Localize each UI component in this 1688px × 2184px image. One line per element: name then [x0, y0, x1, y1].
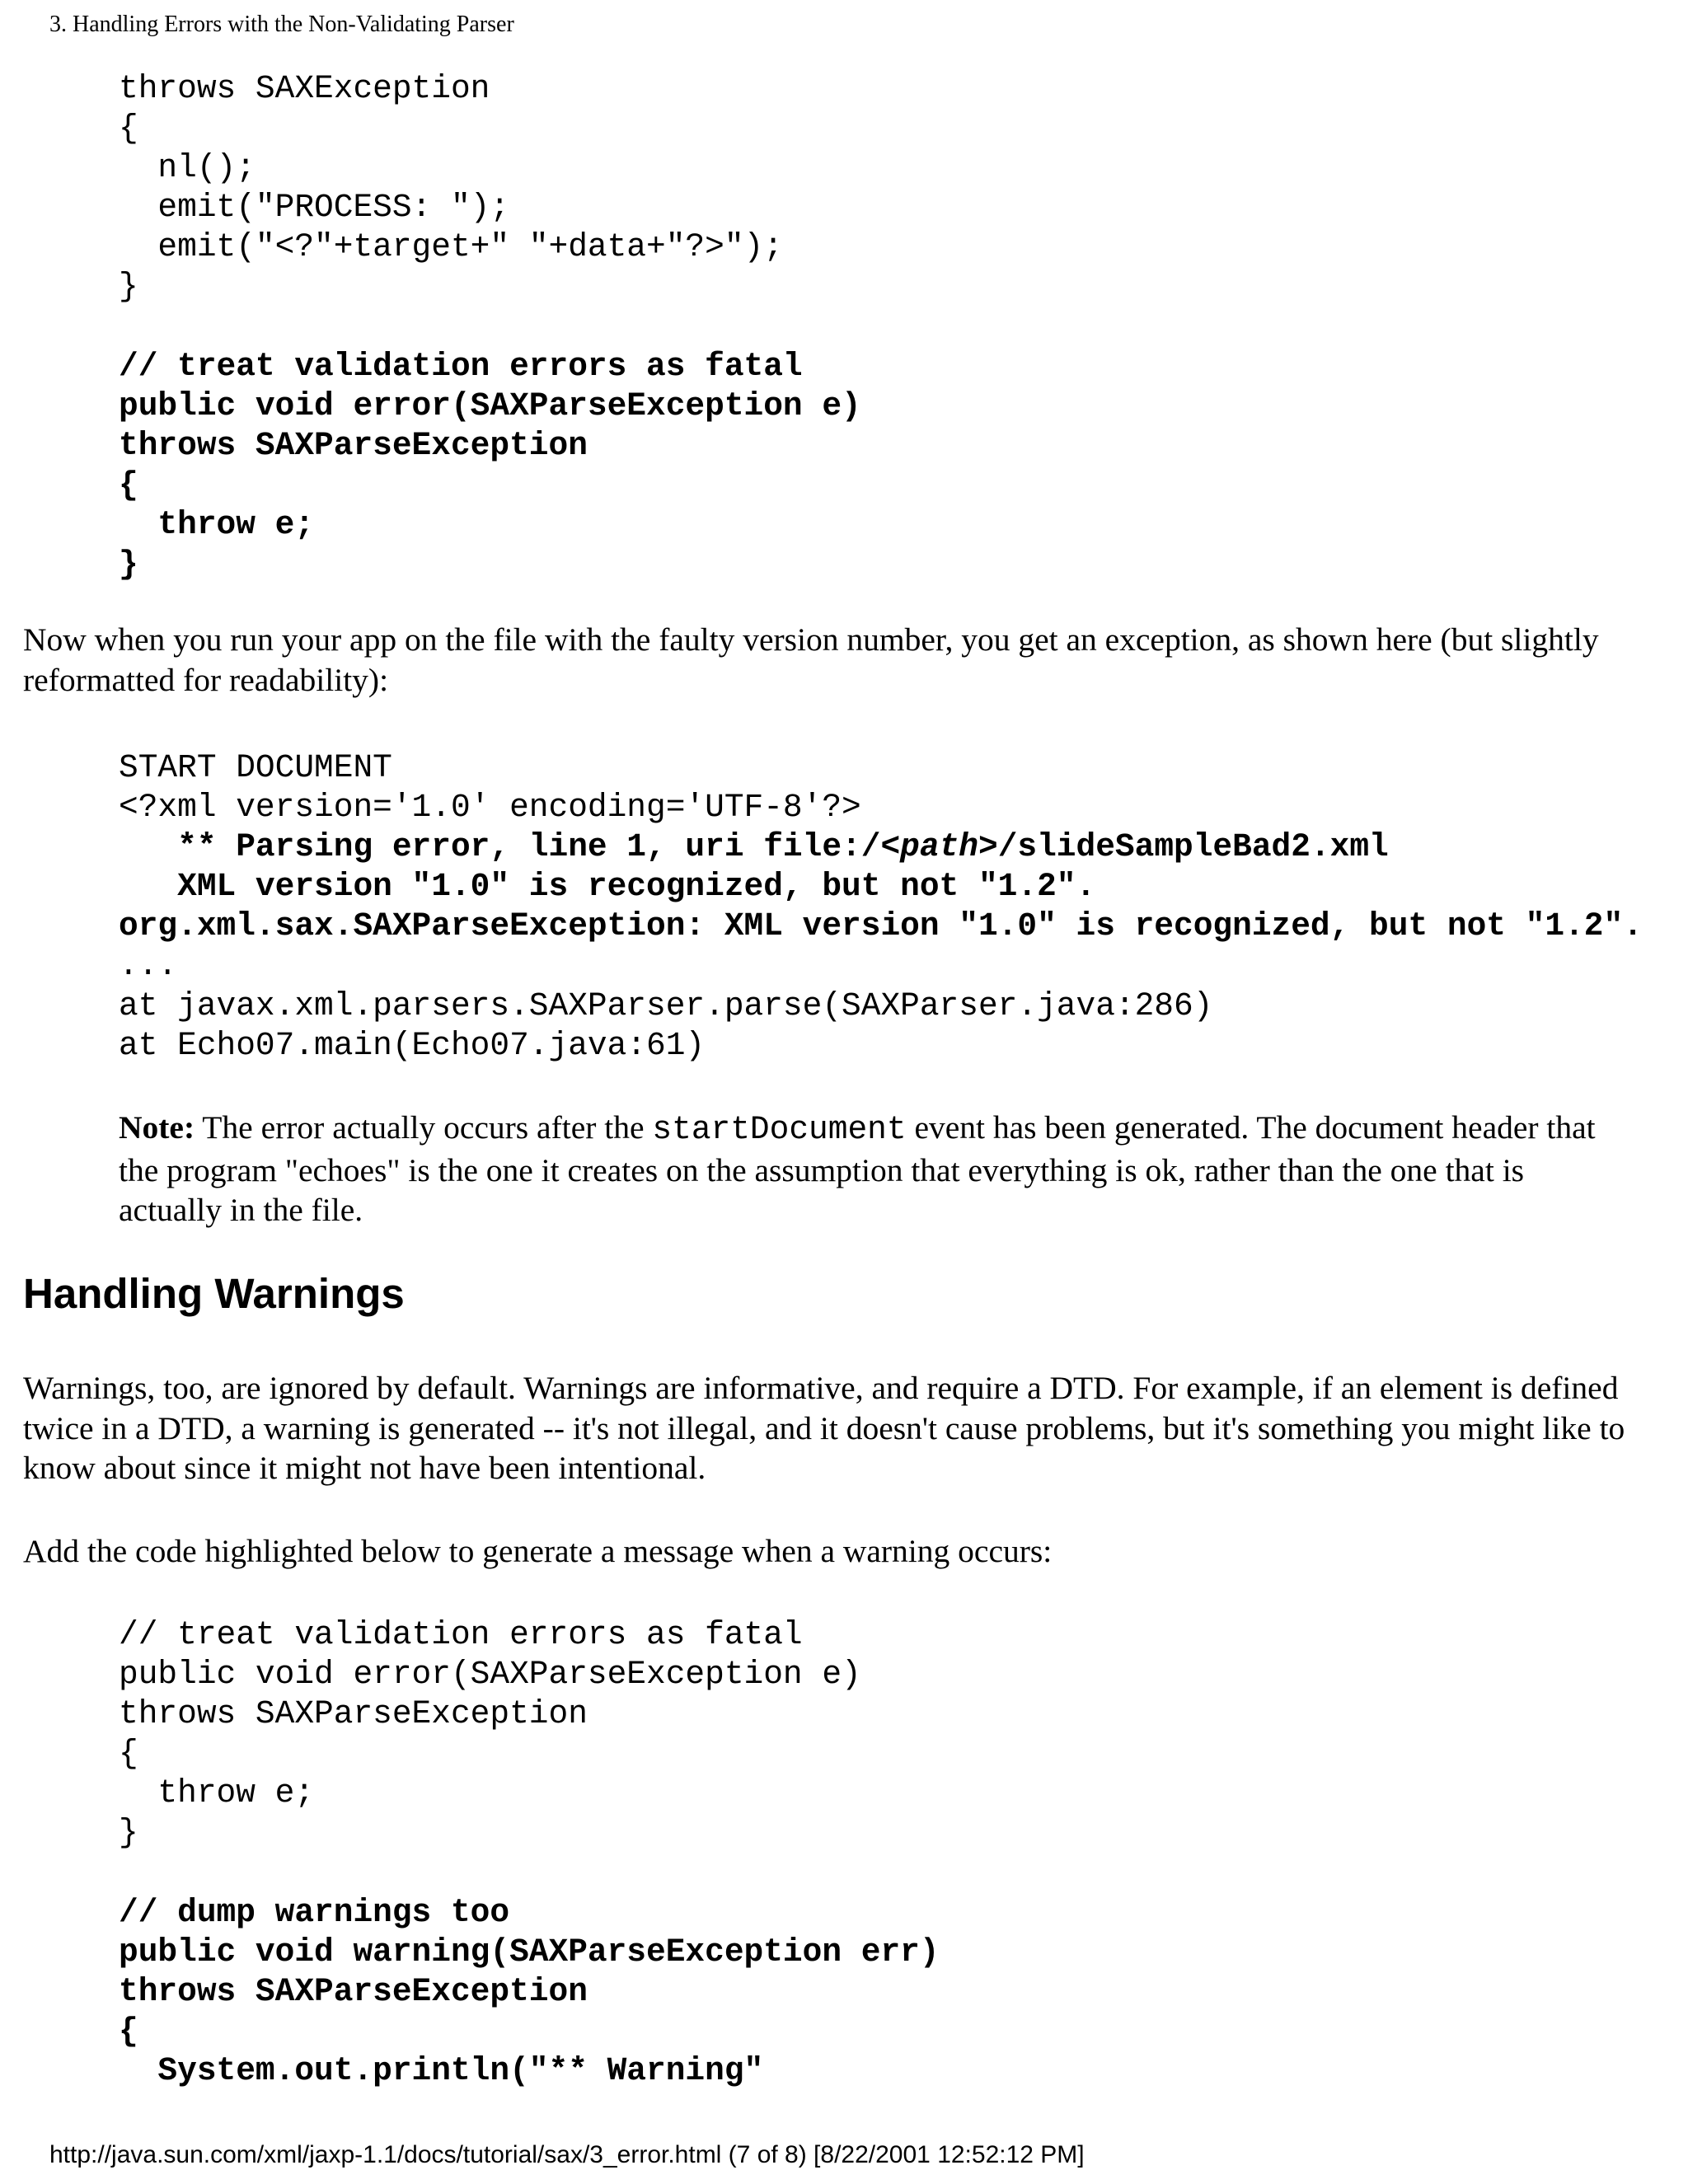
- code-block-error-handler: [119, 69, 861, 584]
- paragraph-exception-intro: Now when you run your app on the file with the faulty version number, you get an exception, as shown here (but slightly reformatted for readability):: [23, 621, 1599, 698]
- output-text: /slideSampleBad2.xml: [997, 828, 1389, 866]
- code-block-exception-output: [119, 748, 1643, 1066]
- code-line: // treat validation errors as fatal: [119, 1616, 803, 1653]
- code-line: {: [119, 2012, 138, 2050]
- code-line: // dump warnings too: [119, 1893, 510, 1931]
- page-footer-url: http://java.sun.com/xml/jaxp-1.1/docs/tutorial/sax/3_error.html (7 of 8) [8/22/2001 12:52:12 PM]: [49, 2141, 1085, 2168]
- output-line-parsing-error: [119, 827, 1643, 867]
- paragraph-warnings: Warnings, too, are ignored by default. Warnings are informative, and require a DTD. For example, if an element is defined twice in a DTD, a warning is generated -- it's not illegal, and it doesn't cause problems, but it's something you might like to know about since it might not have been intentional.: [23, 1370, 1625, 1486]
- code-line: }: [119, 268, 138, 306]
- code-block-warning-handler: [119, 1615, 940, 2091]
- output-line: at javax.xml.parsers.SAXParser.parse(SAXParser.java:286): [119, 987, 1213, 1024]
- output-line: XML version "1.0" is recognized, but not "1.2".: [119, 868, 1096, 906]
- note-paragraph: [119, 1108, 1602, 1230]
- note-inline-code: startDocument: [652, 1111, 907, 1148]
- code-line: }: [119, 1814, 138, 1852]
- code-line: [119, 1854, 940, 1893]
- code-line: {: [119, 466, 138, 504]
- output-line: at Echo07.main(Echo07.java:61): [119, 1026, 706, 1064]
- code-line: }: [119, 546, 138, 583]
- code-line: // treat validation errors as fatal: [119, 347, 803, 385]
- code-line: public void error(SAXParseException e): [119, 1656, 861, 1694]
- output-line: START DOCUMENT: [119, 749, 392, 786]
- code-line: System.out.println("** Warning": [119, 2052, 764, 2090]
- code-line: throw e;: [119, 1774, 315, 1812]
- note-text: The error actually occurs after the: [195, 1109, 653, 1146]
- code-line: throws SAXParseException: [119, 1972, 588, 2010]
- code-line: throw e;: [119, 506, 315, 544]
- section-heading: Handling Warnings: [23, 1270, 405, 1317]
- output-line: org.xml.sax.SAXParseException: XML version "1.0" is recognized, but not "1.2".: [119, 907, 1643, 945]
- code-line: throws SAXParseException: [119, 426, 588, 464]
- code-line: emit("PROCESS: ");: [119, 189, 510, 227]
- output-line: <?xml version='1.0' encoding='UTF-8'?>: [119, 789, 861, 827]
- path-placeholder: <path>: [880, 828, 998, 866]
- code-line: [119, 307, 861, 347]
- output-text: ** Parsing error, line 1, uri file:/: [119, 828, 881, 866]
- code-line: throws SAXParseException: [119, 1695, 588, 1733]
- paragraph-add-code: Add the code highlighted below to generate a message when a warning occurs:: [23, 1533, 1053, 1569]
- code-line: nl();: [119, 149, 256, 187]
- code-line: public void error(SAXParseException e): [119, 387, 861, 424]
- note-text: event has been generated. The document header that the program "echoes" is the one it creates on the assumption that everything is ok, rather than the one that is actually in the file.: [119, 1109, 1596, 1228]
- note-label: Note:: [119, 1109, 195, 1146]
- code-line: emit("<?"+target+" "+data+"?>");: [119, 228, 783, 266]
- page-header-title: 3. Handling Errors with the Non-Validating Parser: [49, 12, 514, 37]
- code-line: public void warning(SAXParseException err): [119, 1933, 940, 1971]
- code-line: throws SAXException: [119, 70, 490, 107]
- output-line: ...: [119, 947, 178, 985]
- code-line: {: [119, 1735, 138, 1773]
- code-line: {: [119, 110, 138, 148]
